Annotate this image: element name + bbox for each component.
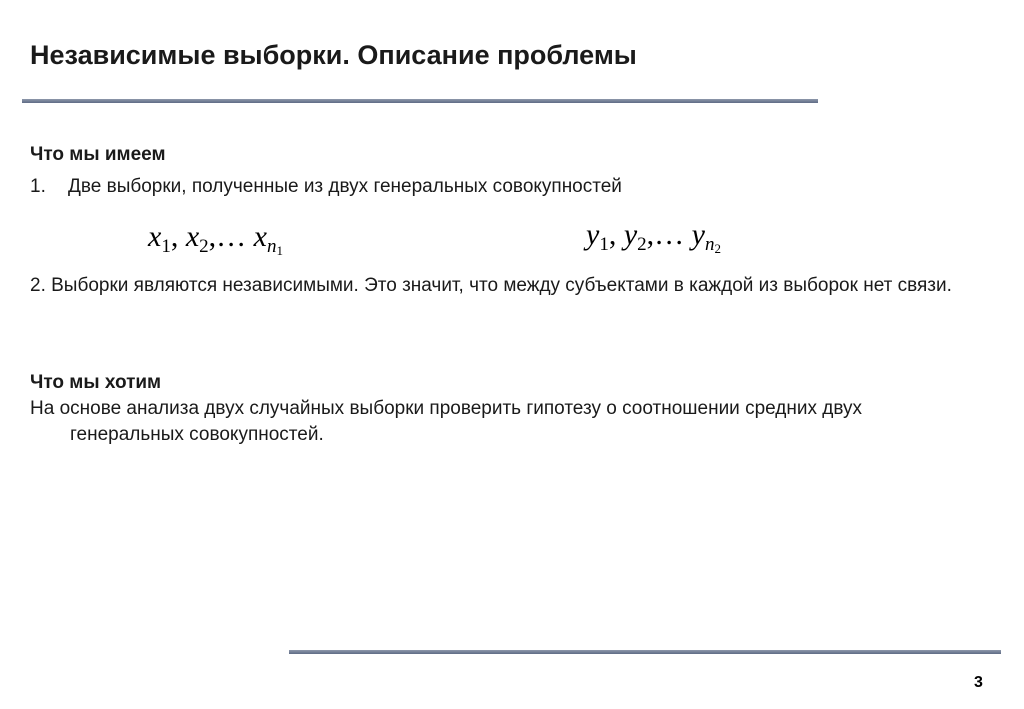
formula-x-sample: $x_1$, $x_2,\dots$ $x_{n_1}$ [148, 220, 283, 258]
title-underline [22, 99, 818, 103]
list-item-1-number: 1. [30, 176, 46, 197]
have-heading: Что мы имеем [30, 144, 166, 165]
list-item-2: 2. Выборки являются независимыми. Это значит, что между субъектами в каждой из выборок нет связи. [30, 275, 952, 296]
want-heading: Что мы хотим [30, 372, 162, 393]
page-number: 3 [974, 674, 983, 691]
list-item-1-text: Две выборки, полученные из двух генеральных совокупностей [68, 176, 622, 197]
slide-title: Независимые выборки. Описание проблемы [30, 40, 637, 70]
footer-rule [289, 650, 1001, 654]
formula-y-sample: $y_1$, $y_2,\dots$ $y_{n_2}$ [586, 218, 721, 256]
want-text: На основе анализа двух случайных выборки проверить гипотезу о соотношении средних двух генеральных совокупностей. [30, 398, 863, 445]
list-item-1 [30, 174, 622, 200]
